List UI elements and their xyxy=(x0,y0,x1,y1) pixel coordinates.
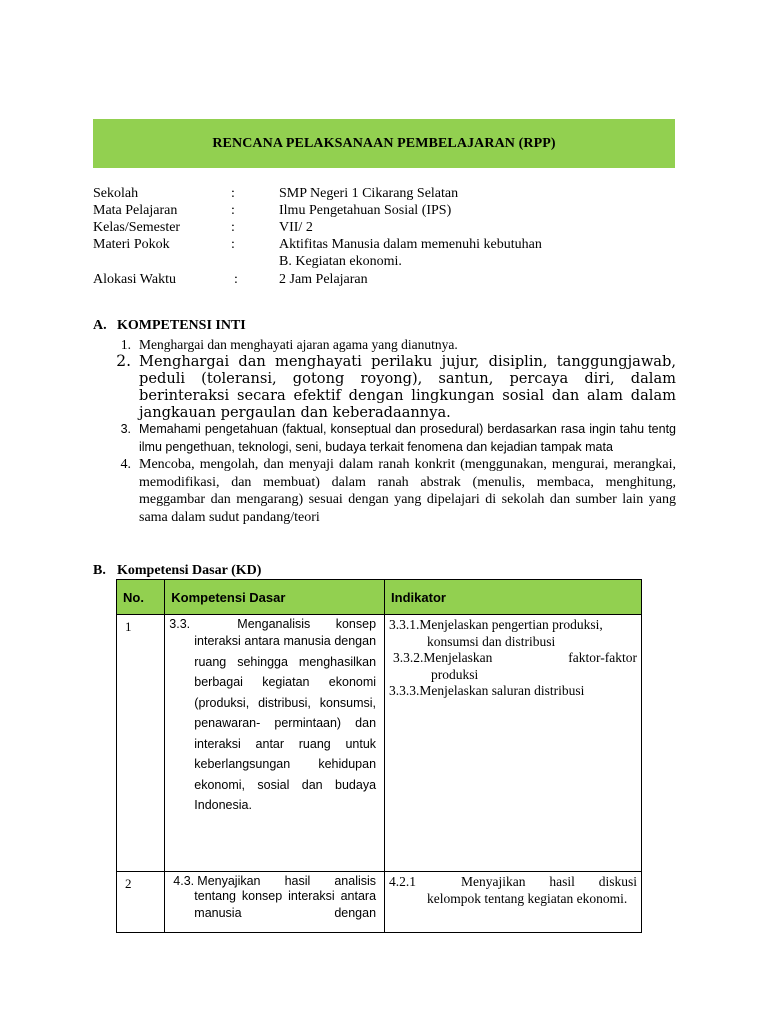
kd-first-line xyxy=(169,617,376,631)
kd-first-text: Menganalisis konsep xyxy=(237,617,377,631)
item-number: 1. xyxy=(120,337,131,352)
identity-colon: : xyxy=(231,203,235,218)
identity-block xyxy=(93,185,599,288)
identity-row xyxy=(93,253,599,270)
identity-value: 2 Jam Pelajaran xyxy=(279,272,368,287)
table-row xyxy=(117,872,642,933)
table-header-row xyxy=(117,580,642,615)
kd-first-text: Menyajikan hasil analisis xyxy=(197,874,377,888)
cell-indikator xyxy=(385,872,642,933)
cell-kompetensi-dasar xyxy=(165,615,385,872)
indicator-item xyxy=(389,683,637,700)
identity-row xyxy=(93,219,599,236)
indicator-line xyxy=(393,650,637,667)
indicator-line-cont: konsumsi dan distribusi xyxy=(427,633,556,649)
indicator-line: 3.3.3.Menjelaskan saluran distribusi xyxy=(389,683,585,698)
table-row xyxy=(117,615,642,872)
identity-label: Mata Pelajaran xyxy=(93,203,178,218)
ki-list xyxy=(93,336,676,526)
indicator-item xyxy=(389,617,637,650)
identity-colon: : xyxy=(234,272,238,287)
item-text: Menghargai dan menghayati ajaran agama yang dianutnya. xyxy=(139,337,458,352)
document-title: RENCANA PELAKSANAAN PEMBELAJARAN (RPP) xyxy=(212,135,556,151)
indicator-line-cont: kelompok tentang kegiatan ekonomi. xyxy=(427,890,628,906)
indicator-line xyxy=(389,874,637,891)
identity-value: VII/ 2 xyxy=(279,220,313,235)
cell-no: 1 xyxy=(117,615,165,872)
indicator-line-cont: produksi xyxy=(431,666,479,682)
header-no: No. xyxy=(117,580,165,615)
cell-no: 2 xyxy=(117,872,165,933)
section-heading xyxy=(93,318,676,334)
kd-table xyxy=(116,579,642,933)
kd-number: 3.3. xyxy=(169,617,191,631)
indicator-line: 3.3.1.Menjelaskan pengertian produksi, xyxy=(389,617,603,632)
identity-value: Aktifitas Manusia dalam memenuhi kebutuhan xyxy=(279,237,542,252)
kd-body: tentang konsep interaksi antara manusia dengan xyxy=(194,889,377,920)
identity-colon: : xyxy=(231,237,235,252)
item-text: Menghargai dan menghayati perilaku jujur, disiplin, tanggungjawab, peduli (toleransi, gotong royong), santun, percaya diri, dalam berinteraksi secara efektif dengan lingkungan sosial dan alam dalam jangkauan pergaulan dan keberadaannya. xyxy=(139,353,676,421)
list-item xyxy=(93,456,676,526)
identity-label: Materi Pokok xyxy=(93,237,170,252)
identity-label: Sekolah xyxy=(93,186,139,201)
indicator-number: 4.2.1 xyxy=(389,874,417,889)
kd-number: 4.3. xyxy=(173,874,195,888)
identity-colon: : xyxy=(231,220,235,235)
kd-body: interaksi antara manusia dengan ruang sehingga menghasilkan berbagai kegiatan ekonomi (produksi, distribusi, konsumsi, penawaran- permintaan) dan interaksi antar ruang untuk keberlangsungan kehidupan ekonomi, sosial dan budaya Indonesia. xyxy=(194,634,377,812)
identity-colon xyxy=(231,253,279,270)
section-kompetensi-inti xyxy=(93,318,676,526)
cell-kompetensi-dasar xyxy=(165,872,385,933)
identity-label xyxy=(93,253,231,270)
section-letter: A. xyxy=(93,318,107,333)
item-number: 4. xyxy=(120,457,131,472)
list-item xyxy=(93,336,676,353)
item-text: Memahami pengetahuan (faktual, konseptual dan prosedural) berdasarkan rasa ingin tahu tentg ilmu pengethuan, teknologi, seni, budaya terkait fenomena dan kejadian tampak mata xyxy=(139,422,676,454)
section-kompetensi-dasar-heading xyxy=(93,563,261,579)
item-text: Mencoba, mengolah, dan menyaji dalam ranah konkrit (menggunakan, mengurai, merangkai, memodifikasi, dan membuat) dalam ranah abstrak (menulis, membaca, menghitung, meggambar dan mengarang) sesuai dengan yang dipelajari di sekolah dan sumber lain yang sama dalam sudut pandang/teori xyxy=(139,457,676,525)
header-indikator: Indikator xyxy=(385,580,642,615)
indicator-text: 3.3.2.Menjelaskan faktor-faktor xyxy=(393,650,637,665)
identity-row xyxy=(93,185,599,202)
identity-colon: : xyxy=(231,186,235,201)
kd-first-line xyxy=(169,874,376,888)
cell-indikator xyxy=(385,615,642,872)
identity-value: Ilmu Pengetahuan Sosial (IPS) xyxy=(279,203,452,218)
identity-row xyxy=(93,271,599,288)
indicator-text: Menyajikan hasil diskusi xyxy=(461,874,637,889)
identity-label: Alokasi Waktu xyxy=(93,272,176,287)
list-item xyxy=(93,353,676,421)
item-number: 3. xyxy=(120,422,131,436)
identity-value: SMP Negeri 1 Cikarang Selatan xyxy=(279,186,459,201)
indicator-item xyxy=(389,650,637,683)
identity-label: Kelas/Semester xyxy=(93,220,181,235)
section-title: Kompetensi Dasar (KD) xyxy=(117,563,262,578)
identity-value: B. Kegiatan ekonomi. xyxy=(279,254,402,269)
item-number: 2. xyxy=(116,352,131,370)
section-title: KOMPETENSI INTI xyxy=(117,318,246,333)
identity-row xyxy=(93,236,599,253)
section-letter: B. xyxy=(93,563,106,578)
list-item xyxy=(93,421,676,456)
header-kompetensi-dasar: Kompetensi Dasar xyxy=(165,580,385,615)
title-banner xyxy=(93,119,675,168)
identity-row xyxy=(93,202,599,219)
